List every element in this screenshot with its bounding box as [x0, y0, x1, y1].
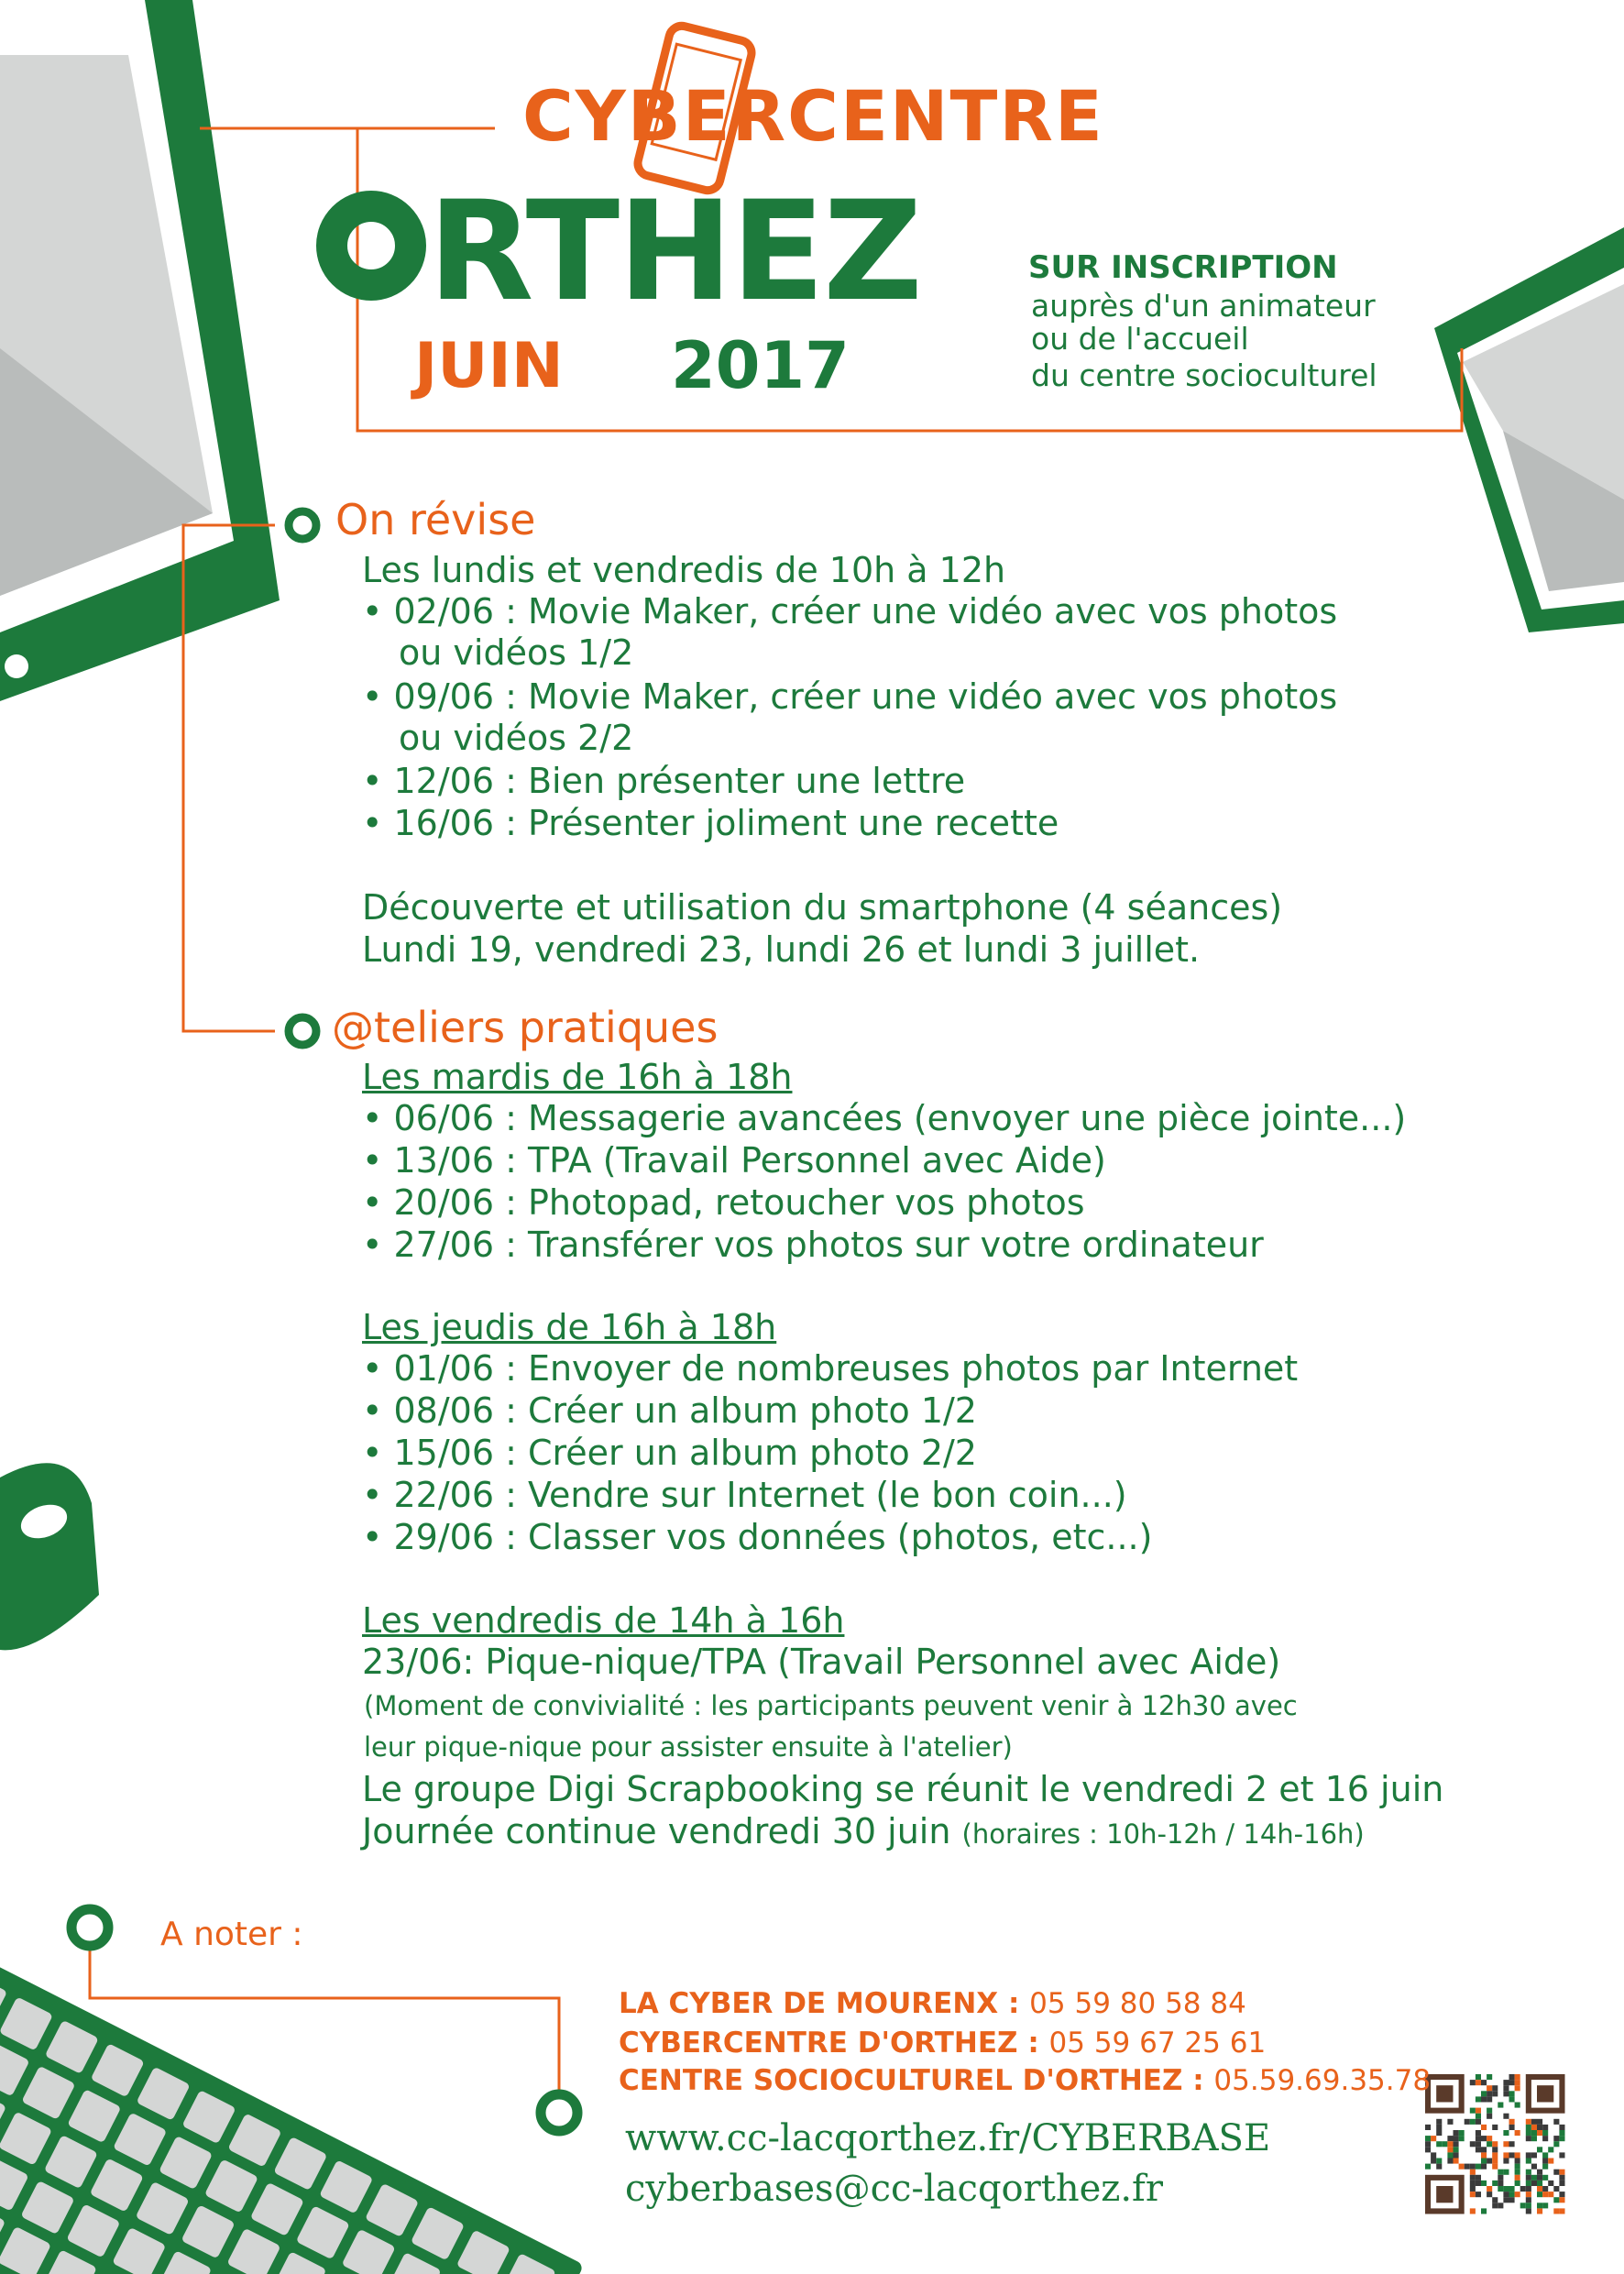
- qr-module: [1526, 2181, 1531, 2186]
- qr-module: [1481, 2096, 1487, 2102]
- list-item: • 20/06 : Photopad, retoucher vos photos: [362, 1182, 1085, 1223]
- qr-module: [1425, 2147, 1431, 2152]
- qr-module: [1487, 2192, 1492, 2197]
- email-link[interactable]: cyberbases@cc-lacqorthez.fr: [625, 2168, 1163, 2210]
- qr-module: [1542, 2159, 1548, 2164]
- qr-module: [1425, 2141, 1431, 2147]
- qr-module: [1503, 2159, 1509, 2164]
- qr-module: [1526, 2125, 1531, 2130]
- qr-module: [1447, 2147, 1453, 2152]
- qr-module: [1553, 2186, 1559, 2192]
- section-title-ateliers: @teliers pratiques: [332, 1003, 719, 1052]
- tuesday-heading: Les mardis de 16h à 18h: [362, 1057, 793, 1097]
- qr-module: [1537, 2125, 1542, 2130]
- qr-module: [1537, 2175, 1542, 2181]
- scrapbooking-info: Le groupe Digi Scrapbooking se réunit le vendredi 2 et 16 juin: [362, 1769, 1444, 1809]
- qr-module: [1559, 2130, 1564, 2136]
- contact-phone: 05.59.69.35.78: [1213, 2064, 1432, 2097]
- qr-module: [1509, 2141, 1515, 2147]
- qr-module: [1492, 2181, 1498, 2186]
- qr-module: [1459, 2136, 1465, 2141]
- qr-module: [1454, 2152, 1459, 2158]
- qr-module: [1498, 2103, 1503, 2108]
- qr-module: [1447, 2141, 1453, 2147]
- qr-module: [1509, 2119, 1515, 2125]
- qr-module: [1487, 2108, 1492, 2114]
- qr-module: [1487, 2085, 1492, 2091]
- list-item: ou vidéos 1/2: [399, 632, 634, 673]
- qr-module: [1515, 2164, 1520, 2170]
- qr-module: [1476, 2175, 1481, 2181]
- qr-module: [1537, 2147, 1542, 2152]
- qr-module: [1476, 2136, 1481, 2141]
- qr-module: [1454, 2136, 1459, 2141]
- qr-module: [1559, 2192, 1564, 2197]
- qr-module: [1470, 2192, 1476, 2197]
- qr-module: [1526, 2175, 1531, 2181]
- qr-module: [1559, 2136, 1564, 2141]
- qr-module: [1503, 2130, 1509, 2136]
- qr-module: [1515, 2170, 1520, 2175]
- qr-module: [1503, 2170, 1509, 2175]
- qr-module: [1481, 2125, 1487, 2130]
- qr-module: [1492, 2147, 1498, 2152]
- brand-title: CYBERCENTRE: [522, 75, 1104, 157]
- qr-module: [1481, 2091, 1487, 2096]
- qr-module: [1526, 2130, 1531, 2136]
- qr-module: [1553, 2170, 1559, 2175]
- qr-module: [1531, 2181, 1537, 2186]
- qr-module: [1515, 2074, 1520, 2080]
- qr-module: [1459, 2164, 1465, 2170]
- qr-module: [1470, 2119, 1476, 2125]
- qr-module: [1503, 2141, 1509, 2147]
- qr-module: [1470, 2208, 1476, 2214]
- list-item: • 16/06 : Présenter joliment une recette: [362, 803, 1059, 843]
- qr-module: [1476, 2192, 1481, 2197]
- contact-name: LA CYBER DE MOURENX :: [619, 1987, 1020, 2020]
- qr-module: [1503, 2114, 1509, 2119]
- qr-module: [1481, 2164, 1487, 2170]
- qr-module: [1553, 2208, 1559, 2214]
- qr-module: [1515, 2175, 1520, 2181]
- qr-finder: [1436, 2085, 1453, 2102]
- qr-module: [1492, 2203, 1498, 2208]
- contact-phone: 05 59 67 25 61: [1048, 2027, 1267, 2060]
- qr-module: [1492, 2125, 1498, 2130]
- qr-module: [1454, 2130, 1459, 2136]
- qr-module: [1470, 2080, 1476, 2085]
- qr-code: [1425, 2074, 1565, 2214]
- qr-module: [1447, 2152, 1453, 2158]
- qr-module: [1537, 2203, 1542, 2208]
- friday-note: (Moment de convivialité : les participants peuvent venir à 12h30 avec: [364, 1690, 1298, 1721]
- qr-module: [1542, 2164, 1548, 2170]
- qr-module: [1498, 2181, 1503, 2186]
- qr-module: [1542, 2192, 1548, 2197]
- qr-module: [1526, 2186, 1531, 2192]
- qr-module: [1542, 2125, 1548, 2130]
- qr-module: [1553, 2119, 1559, 2125]
- qr-module: [1470, 2108, 1476, 2114]
- qr-module: [1526, 2152, 1531, 2158]
- year-label: 2017: [671, 328, 850, 403]
- friday-item: 23/06: Pique-nique/TPA (Travail Personnel avec Aide): [362, 1642, 1281, 1682]
- qr-module: [1470, 2175, 1476, 2181]
- qr-module: [1492, 2141, 1498, 2147]
- website-link[interactable]: www.cc-lacqorthez.fr/CYBERBASE: [625, 2117, 1271, 2159]
- qr-module: [1487, 2091, 1492, 2096]
- section-title-revise: On révise: [335, 495, 536, 544]
- qr-module: [1537, 2181, 1542, 2186]
- qr-module: [1459, 2130, 1465, 2136]
- list-item: • 08/06 : Créer un album photo 1/2: [362, 1390, 977, 1431]
- qr-module: [1487, 2159, 1492, 2164]
- qr-module: [1425, 2125, 1431, 2130]
- qr-module: [1515, 2181, 1520, 2186]
- qr-module: [1559, 2170, 1564, 2175]
- qr-module: [1476, 2114, 1481, 2119]
- contact-line: [619, 2027, 1266, 2060]
- qr-module: [1492, 2159, 1498, 2164]
- qr-module: [1515, 2152, 1520, 2158]
- qr-module: [1509, 2186, 1515, 2192]
- list-item: • 12/06 : Bien présenter une lettre: [362, 761, 966, 801]
- qr-module: [1503, 2186, 1509, 2192]
- qr-module: [1481, 2181, 1487, 2186]
- qr-module: [1470, 2186, 1476, 2192]
- qr-module: [1531, 2130, 1537, 2136]
- qr-module: [1537, 2192, 1542, 2197]
- qr-module: [1447, 2159, 1453, 2164]
- thursday-heading: Les jeudis de 16h à 18h: [362, 1307, 777, 1347]
- friday-note: leur pique-nique pour assister ensuite à l'atelier): [364, 1731, 1013, 1763]
- qr-module: [1465, 2119, 1470, 2125]
- qr-module: [1531, 2152, 1537, 2158]
- qr-module: [1476, 2130, 1481, 2136]
- qr-module: [1470, 2164, 1476, 2170]
- qr-module: [1436, 2130, 1442, 2136]
- qr-module: [1481, 2208, 1487, 2214]
- tablet-left-illustration: [0, 0, 280, 701]
- qr-module: [1436, 2141, 1442, 2147]
- qr-module: [1531, 2164, 1537, 2170]
- contact-phone: 05 59 80 58 84: [1029, 1987, 1246, 2020]
- qr-module: [1509, 2096, 1515, 2102]
- qr-module: [1503, 2085, 1509, 2091]
- smartphone-dates: Lundi 19, vendredi 23, lundi 26 et lundi 3 juillet.: [362, 929, 1201, 970]
- city-title: [316, 172, 921, 332]
- qr-module: [1492, 2197, 1498, 2203]
- qr-module: [1492, 2164, 1498, 2170]
- qr-module: [1447, 2136, 1453, 2141]
- list-item: • 15/06 : Créer un album photo 2/2: [362, 1433, 977, 1473]
- inscription-line: ou de l'accueil: [1031, 321, 1249, 357]
- qr-module: [1515, 2130, 1520, 2136]
- qr-module: [1542, 2130, 1548, 2136]
- qr-module: [1503, 2192, 1509, 2197]
- qr-module: [1498, 2186, 1503, 2192]
- continuous-day-text: Journée continue vendredi 30 juin: [362, 1811, 951, 1851]
- qr-module: [1520, 2203, 1526, 2208]
- qr-finder: [1436, 2186, 1453, 2203]
- mouse-illustration: [0, 1463, 99, 1650]
- contact-line: [619, 2064, 1431, 2097]
- qr-module: [1503, 2152, 1509, 2158]
- qr-module: [1509, 2152, 1515, 2158]
- qr-module: [1476, 2080, 1481, 2085]
- qr-module: [1559, 2125, 1564, 2130]
- qr-module: [1498, 2175, 1503, 2181]
- list-item: • 02/06 : Movie Maker, créer une vidéo avec vos photos: [362, 591, 1338, 632]
- qr-module: [1481, 2136, 1487, 2141]
- qr-module: [1520, 2186, 1526, 2192]
- qr-finder: [1537, 2085, 1553, 2102]
- qr-module: [1553, 2141, 1559, 2147]
- list-item: • 01/06 : Envoyer de nombreuses photos par Internet: [362, 1348, 1299, 1389]
- qr-module: [1425, 2136, 1431, 2141]
- qr-module: [1436, 2164, 1442, 2170]
- qr-module: [1509, 2125, 1515, 2130]
- qr-module: [1526, 2136, 1531, 2141]
- qr-module: [1515, 2085, 1520, 2091]
- qr-module: [1498, 2203, 1503, 2208]
- qr-module: [1559, 2181, 1564, 2186]
- qr-module: [1431, 2136, 1436, 2141]
- qr-module: [1509, 2192, 1515, 2197]
- qr-module: [1542, 2175, 1548, 2181]
- qr-module: [1481, 2159, 1487, 2164]
- qr-module: [1542, 2186, 1548, 2192]
- continuous-day: [362, 1811, 1365, 1851]
- qr-module: [1531, 2175, 1537, 2181]
- qr-module: [1481, 2080, 1487, 2085]
- qr-module: [1509, 2197, 1515, 2203]
- qr-module: [1526, 2192, 1531, 2197]
- list-item: • 09/06 : Movie Maker, créer une vidéo avec vos photos: [362, 676, 1338, 717]
- qr-module: [1487, 2096, 1492, 2102]
- qr-module: [1470, 2141, 1476, 2147]
- qr-module: [1537, 2119, 1542, 2125]
- inscription-title: SUR INSCRIPTION: [1028, 249, 1338, 286]
- continuous-day-hours: (horaires : 10h-12h / 14h-16h): [961, 1818, 1365, 1850]
- qr-module: [1476, 2108, 1481, 2114]
- qr-module: [1476, 2141, 1481, 2147]
- qr-module: [1553, 2136, 1559, 2141]
- qr-module: [1531, 2136, 1537, 2141]
- qr-module: [1526, 2197, 1531, 2203]
- qr-module: [1559, 2197, 1564, 2203]
- list-item: • 22/06 : Vendre sur Internet (le bon coin...): [362, 1475, 1127, 1515]
- qr-module: [1537, 2170, 1542, 2175]
- qr-module: [1436, 2119, 1442, 2125]
- qr-module: [1553, 2197, 1559, 2203]
- qr-module: [1548, 2192, 1553, 2197]
- qr-module: [1470, 2170, 1476, 2175]
- qr-module: [1542, 2203, 1548, 2208]
- qr-module: [1542, 2136, 1548, 2141]
- qr-module: [1509, 2074, 1515, 2080]
- qr-module: [1537, 2186, 1542, 2192]
- qr-module: [1454, 2159, 1459, 2164]
- qr-module: [1503, 2091, 1509, 2096]
- qr-module: [1526, 2203, 1531, 2208]
- qr-module: [1498, 2170, 1503, 2175]
- qr-module: [1431, 2152, 1436, 2158]
- qr-module: [1503, 2080, 1509, 2085]
- qr-module: [1559, 2175, 1564, 2181]
- qr-module: [1526, 2119, 1531, 2125]
- contact-name: CENTRE SOCIOCULTUREL D'ORTHEZ :: [619, 2064, 1204, 2097]
- qr-module: [1465, 2164, 1470, 2170]
- friday-heading: Les vendredis de 14h à 16h: [362, 1600, 845, 1641]
- qr-module: [1492, 2085, 1498, 2091]
- qr-module: [1487, 2186, 1492, 2192]
- contact-line: [619, 1987, 1246, 2020]
- qr-module: [1542, 2152, 1548, 2158]
- qr-module: [1492, 2091, 1498, 2096]
- list-item: • 29/06 : Classer vos données (photos, etc...): [362, 1517, 1153, 1557]
- inscription-line: du centre socioculturel: [1031, 357, 1377, 393]
- qr-module: [1531, 2125, 1537, 2130]
- qr-module: [1481, 2147, 1487, 2152]
- qr-module: [1487, 2136, 1492, 2141]
- qr-module: [1454, 2141, 1459, 2147]
- qr-module: [1492, 2152, 1498, 2158]
- city-rest: RTHEZ: [428, 172, 921, 332]
- list-item: ou vidéos 2/2: [399, 718, 634, 758]
- qr-module: [1454, 2147, 1459, 2152]
- qr-module: [1526, 2208, 1531, 2214]
- qr-module: [1476, 2164, 1481, 2170]
- qr-module: [1487, 2141, 1492, 2147]
- qr-module: [1515, 2103, 1520, 2108]
- qr-module: [1515, 2192, 1520, 2197]
- qr-module: [1481, 2152, 1487, 2158]
- qr-module: [1476, 2181, 1481, 2186]
- qr-module: [1487, 2114, 1492, 2119]
- qr-module: [1476, 2119, 1481, 2125]
- revise-schedule: Les lundis et vendredis de 10h à 12h: [362, 550, 1006, 590]
- qr-module: [1548, 2181, 1553, 2186]
- qr-module: [1526, 2170, 1531, 2175]
- qr-module: [1515, 2080, 1520, 2085]
- qr-module: [1425, 2164, 1431, 2170]
- qr-module: [1559, 2152, 1564, 2158]
- smartphone-title: Découverte et utilisation du smartphone (4 séances): [362, 887, 1283, 928]
- qr-module: [1436, 2125, 1442, 2130]
- qr-module: [1447, 2119, 1453, 2125]
- qr-module: [1436, 2159, 1442, 2164]
- inscription-line: auprès d'un animateur: [1031, 288, 1376, 324]
- qr-module: [1509, 2080, 1515, 2085]
- qr-module: [1487, 2074, 1492, 2080]
- qr-module: [1559, 2208, 1564, 2214]
- qr-module: [1442, 2141, 1447, 2147]
- contact-name: CYBERCENTRE D'ORTHEZ :: [619, 2027, 1039, 2060]
- list-item: • 13/06 : TPA (Travail Personnel avec Aide): [362, 1140, 1106, 1181]
- month-label: JUIN: [414, 330, 564, 402]
- qr-module: [1548, 2147, 1553, 2152]
- qr-module: [1526, 2159, 1531, 2164]
- qr-module: [1531, 2119, 1537, 2125]
- qr-module: [1470, 2181, 1476, 2186]
- qr-module: [1431, 2159, 1436, 2164]
- qr-module: [1476, 2096, 1481, 2102]
- qr-module: [1537, 2208, 1542, 2214]
- o-ring-letter: [316, 191, 426, 301]
- qr-module: [1476, 2147, 1481, 2152]
- qr-module: [1476, 2074, 1481, 2080]
- note-label: A noter :: [160, 1916, 303, 1953]
- qr-module: [1537, 2130, 1542, 2136]
- qr-module: [1515, 2159, 1520, 2164]
- list-item: • 27/06 : Transférer vos photos sur votre ordinateur: [362, 1225, 1264, 1265]
- qr-module: [1548, 2159, 1553, 2164]
- qr-module: [1503, 2197, 1509, 2203]
- list-item: • 06/06 : Messagerie avancées (envoyer une pièce jointe...): [362, 1098, 1407, 1138]
- qr-module: [1509, 2091, 1515, 2096]
